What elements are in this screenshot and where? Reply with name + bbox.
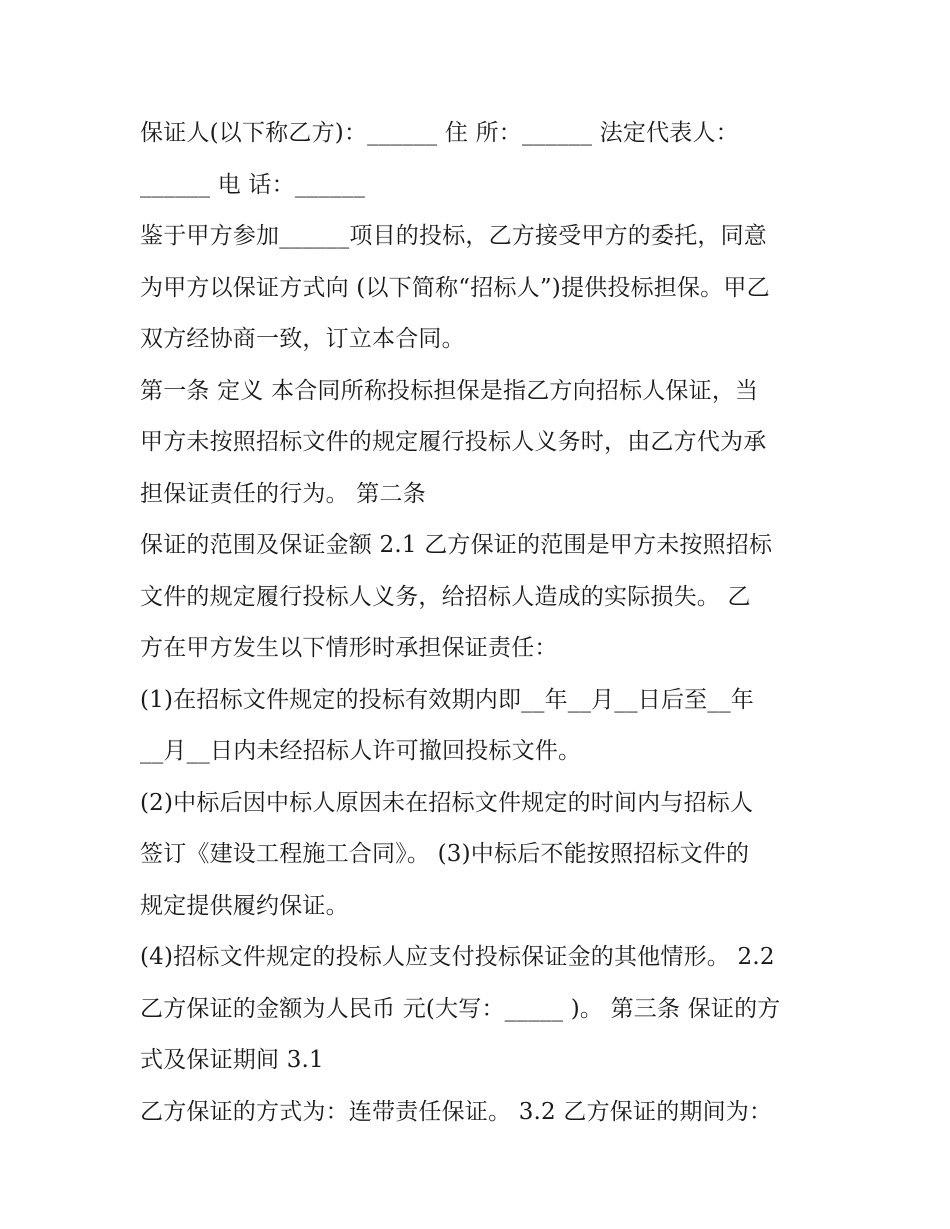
text-line: 甲方未按照招标文件的规定履行投标人义务时，由乙方代为承: [140, 429, 767, 455]
text-line: 双方经协商一致，订立本合同。: [140, 326, 465, 352]
text-line: 文件的规定履行投标人义务，给招标人造成的实际损失。 乙: [140, 583, 751, 610]
text-line: (4)招标文件规定的投标人应支付投标保证金的其他情形。 2.2: [140, 944, 775, 970]
text-line: 为甲方以保证方式向 (以下简称“招标人”)提供投标担保。甲乙: [140, 274, 770, 301]
text-line: 保证人(以下称乙方)：______ 住 所：______ 法定代表人：: [140, 120, 739, 146]
text-line: 担保证责任的行为。 第二条: [140, 480, 426, 507]
text-line: 签订《建设工程施工合同》。 (3)中标后不能按照招标文件的: [140, 841, 750, 867]
text-line: (2)中标后因中标人原因未在招标文件规定的时间内与招标人: [140, 789, 754, 816]
text-line: (1)在招标文件规定的投标有效期内即__年__月__日后至__年: [140, 686, 754, 713]
contract-body: [140, 108, 820, 1138]
text-line: 式及保证期间 3.1: [140, 1047, 324, 1073]
text-line: 规定提供履约保证。: [140, 892, 349, 919]
text-line: 方在甲方发生以下情形时承担保证责任：: [140, 635, 558, 661]
text-line: 乙方保证的金额为人民币 元(大写：_____ )。 第三条 保证的方: [140, 995, 781, 1022]
text-line: 鉴于甲方参加______项目的投标，乙方接受甲方的委托，同意: [140, 223, 767, 249]
text-line: 乙方保证的方式为：连带责任保证。 3.2 乙方保证的期间为：: [140, 1098, 773, 1125]
text-line: ______ 电 话：______: [140, 171, 366, 198]
text-line: 保证的范围及保证金额 2.1 乙方保证的范围是甲方未按照招标: [140, 532, 773, 558]
text-line: __月__日内未经招标人许可撤回投标文件。: [140, 738, 582, 764]
text-line: 第一条 定义 本合同所称投标担保是指乙方向招标人保证，当: [140, 377, 759, 404]
